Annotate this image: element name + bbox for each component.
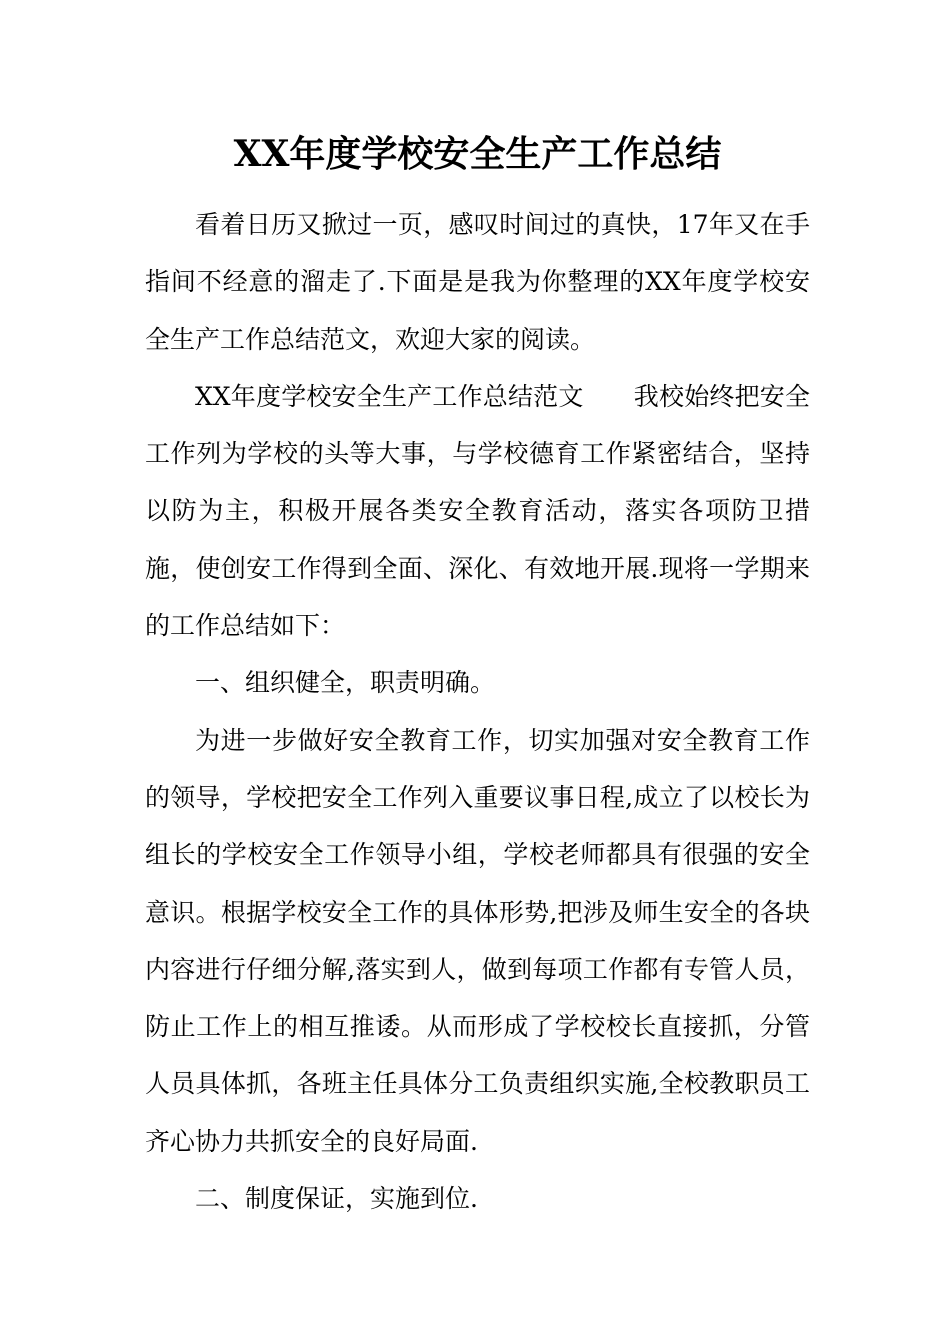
summary-text: 我校始终把安全工作列为学校的头等大事，与学校德育工作紧密结合，坚持以防为主，积极开展各类安全教育活动，落实各项防卫措施，使创安工作得到全面、深化、有效地开展.现将一学期来的工作总结如下：	[145, 381, 810, 641]
article-subtitle: XX年度学校安全生产工作总结范文	[195, 381, 584, 411]
intro-paragraph: 看着日历又掀过一页，感叹时间过的真快，17年又在手指间不经意的溜走了.下面是是我为你整理的XX年度学校安全生产工作总结范文，欢迎大家的阅读。	[145, 210, 810, 354]
section-heading-2: 二、制度保证，实施到位.	[195, 1184, 478, 1214]
document-title: XX年度学校安全生产工作总结	[233, 133, 722, 175]
section-heading-1: 一、组织健全，职责明确。	[195, 668, 496, 698]
summary-paragraph	[145, 368, 810, 654]
document-body	[145, 196, 810, 1227]
section-1-paragraph: 为进一步做好安全教育工作，切实加强对安全教育工作的领导，学校把安全工作列入重要议事日程,成立了以校长为组长的学校安全工作领导小组，学校老师都具有很强的安全意识。根据学校安全工作的具体形势,把涉及师生安全的各块内容进行仔细分解,落实到人，做到每项工作都有专管人员，防止工作上的相互推诿。从而形成了学校校长直接抓，分管人员具体抓，各班主任具体分工负责组织实施,全校教职员工齐心协力共抓安全的良好局面.	[145, 725, 810, 1156]
